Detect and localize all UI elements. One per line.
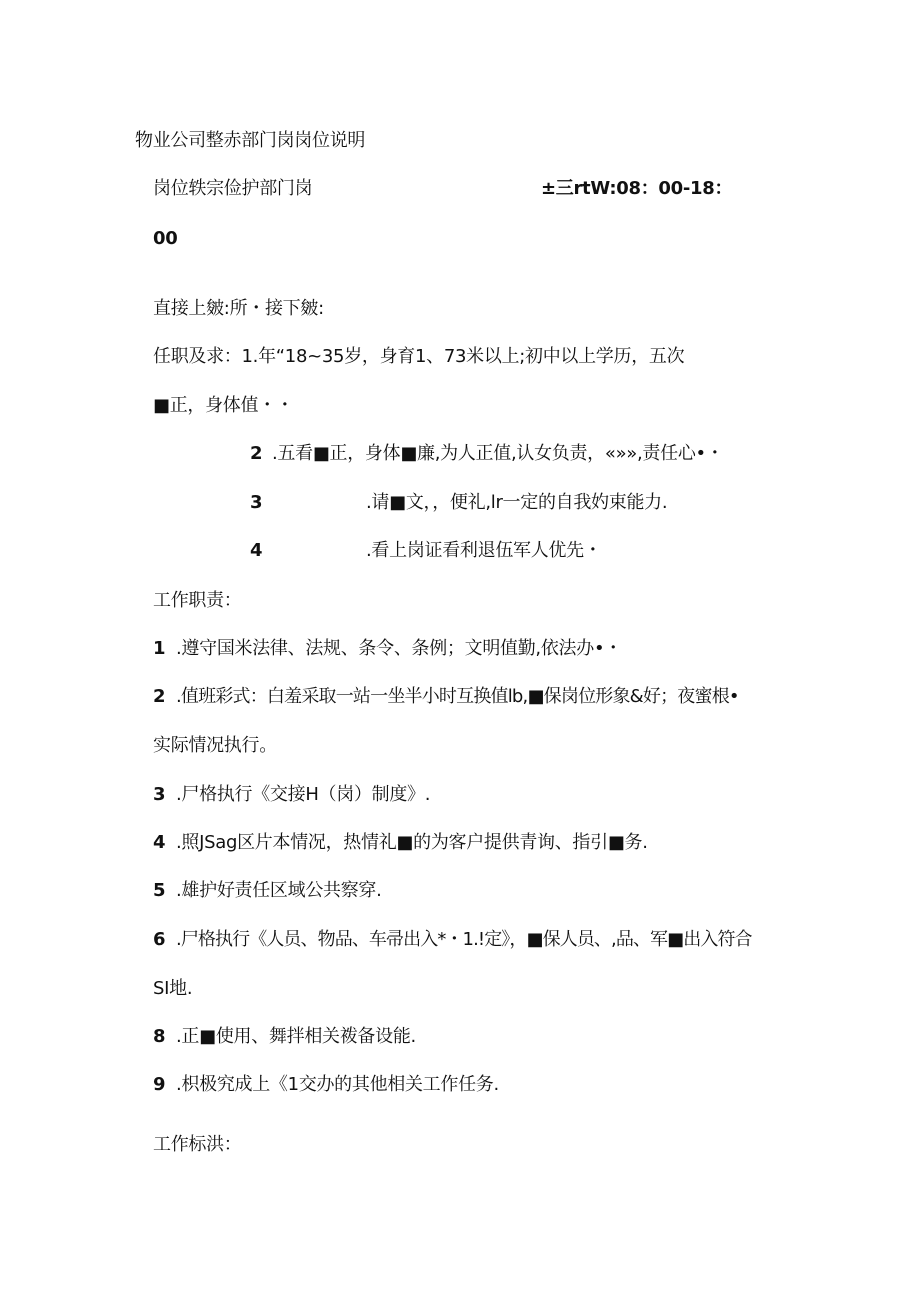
list-number: 2 (250, 443, 263, 464)
requirements-row (153, 345, 684, 369)
list-text: .遵守国米法律、法规、条令、条例；文明值勤,依法办•・ (176, 638, 622, 659)
requirement-item-1-continued: ■正，身体值・・ (153, 395, 294, 416)
requirements-label: 任职及求： (153, 346, 242, 367)
list-text: .尸格执行《人员、物品、车帚出入*・1.!定》，■保人员、,品、军■出入符合 (176, 929, 752, 950)
list-text: .请■文，，便礼,lr一定的自我妁束能力. (366, 492, 668, 513)
list-number: 3 (153, 784, 166, 805)
list-text: .值班彩式：白羞采取一站一坐半小时互换值lb,■保岗位形象&好；夜蜜根• (176, 686, 739, 707)
duty-item-2-continued: 实际情况执行。 (153, 735, 277, 756)
duty-item-6-continued: SI地. (153, 978, 193, 999)
list-number: 1 (153, 638, 166, 659)
requirement-item-1: 1.年“18~35岁，身育1、73米以上;初中以上学历，五次 (241, 346, 685, 367)
list-text: .雄护好责任区域公共察穿. (176, 880, 382, 901)
list-number: 9 (153, 1074, 166, 1095)
list-number: 4 (153, 832, 166, 853)
work-hours-continued: 00 (153, 228, 178, 249)
list-text: .看上岗证看利退伍军人优先・ (366, 540, 602, 561)
list-text: .枳极究成上《1交办的其他相关工作任务. (176, 1074, 499, 1095)
list-number: 3 (250, 492, 263, 513)
work-hours: ±三rtW:08：00-18： (541, 178, 733, 199)
list-text: .正■使用、舞拌相关袯备设能. (176, 1026, 416, 1047)
reporting-line: 直接上皴:所・接下皴: (153, 298, 324, 319)
list-number: 2 (153, 686, 166, 707)
list-number: 5 (153, 880, 166, 901)
list-number: 6 (153, 929, 166, 950)
list-text: .五看■正，身体■廉,为人正值,认女负责，«»»,责任心•・ (272, 443, 724, 464)
document-title: 物业公司整赤部门岗岗位说明 (135, 130, 366, 151)
position-label: 岗位轶宗俭护部门岗 (153, 178, 313, 199)
standards-heading: 工作标洪： (153, 1134, 242, 1155)
list-number: 8 (153, 1026, 166, 1047)
list-text: .尸格执行《交接H（岗）制度》. (176, 784, 431, 805)
list-number: 4 (250, 540, 263, 561)
list-text: .照JSag区片本情况，热情礼■的为客户提供青询、指引■务. (176, 832, 648, 853)
duties-heading: 工作职责： (153, 590, 242, 611)
